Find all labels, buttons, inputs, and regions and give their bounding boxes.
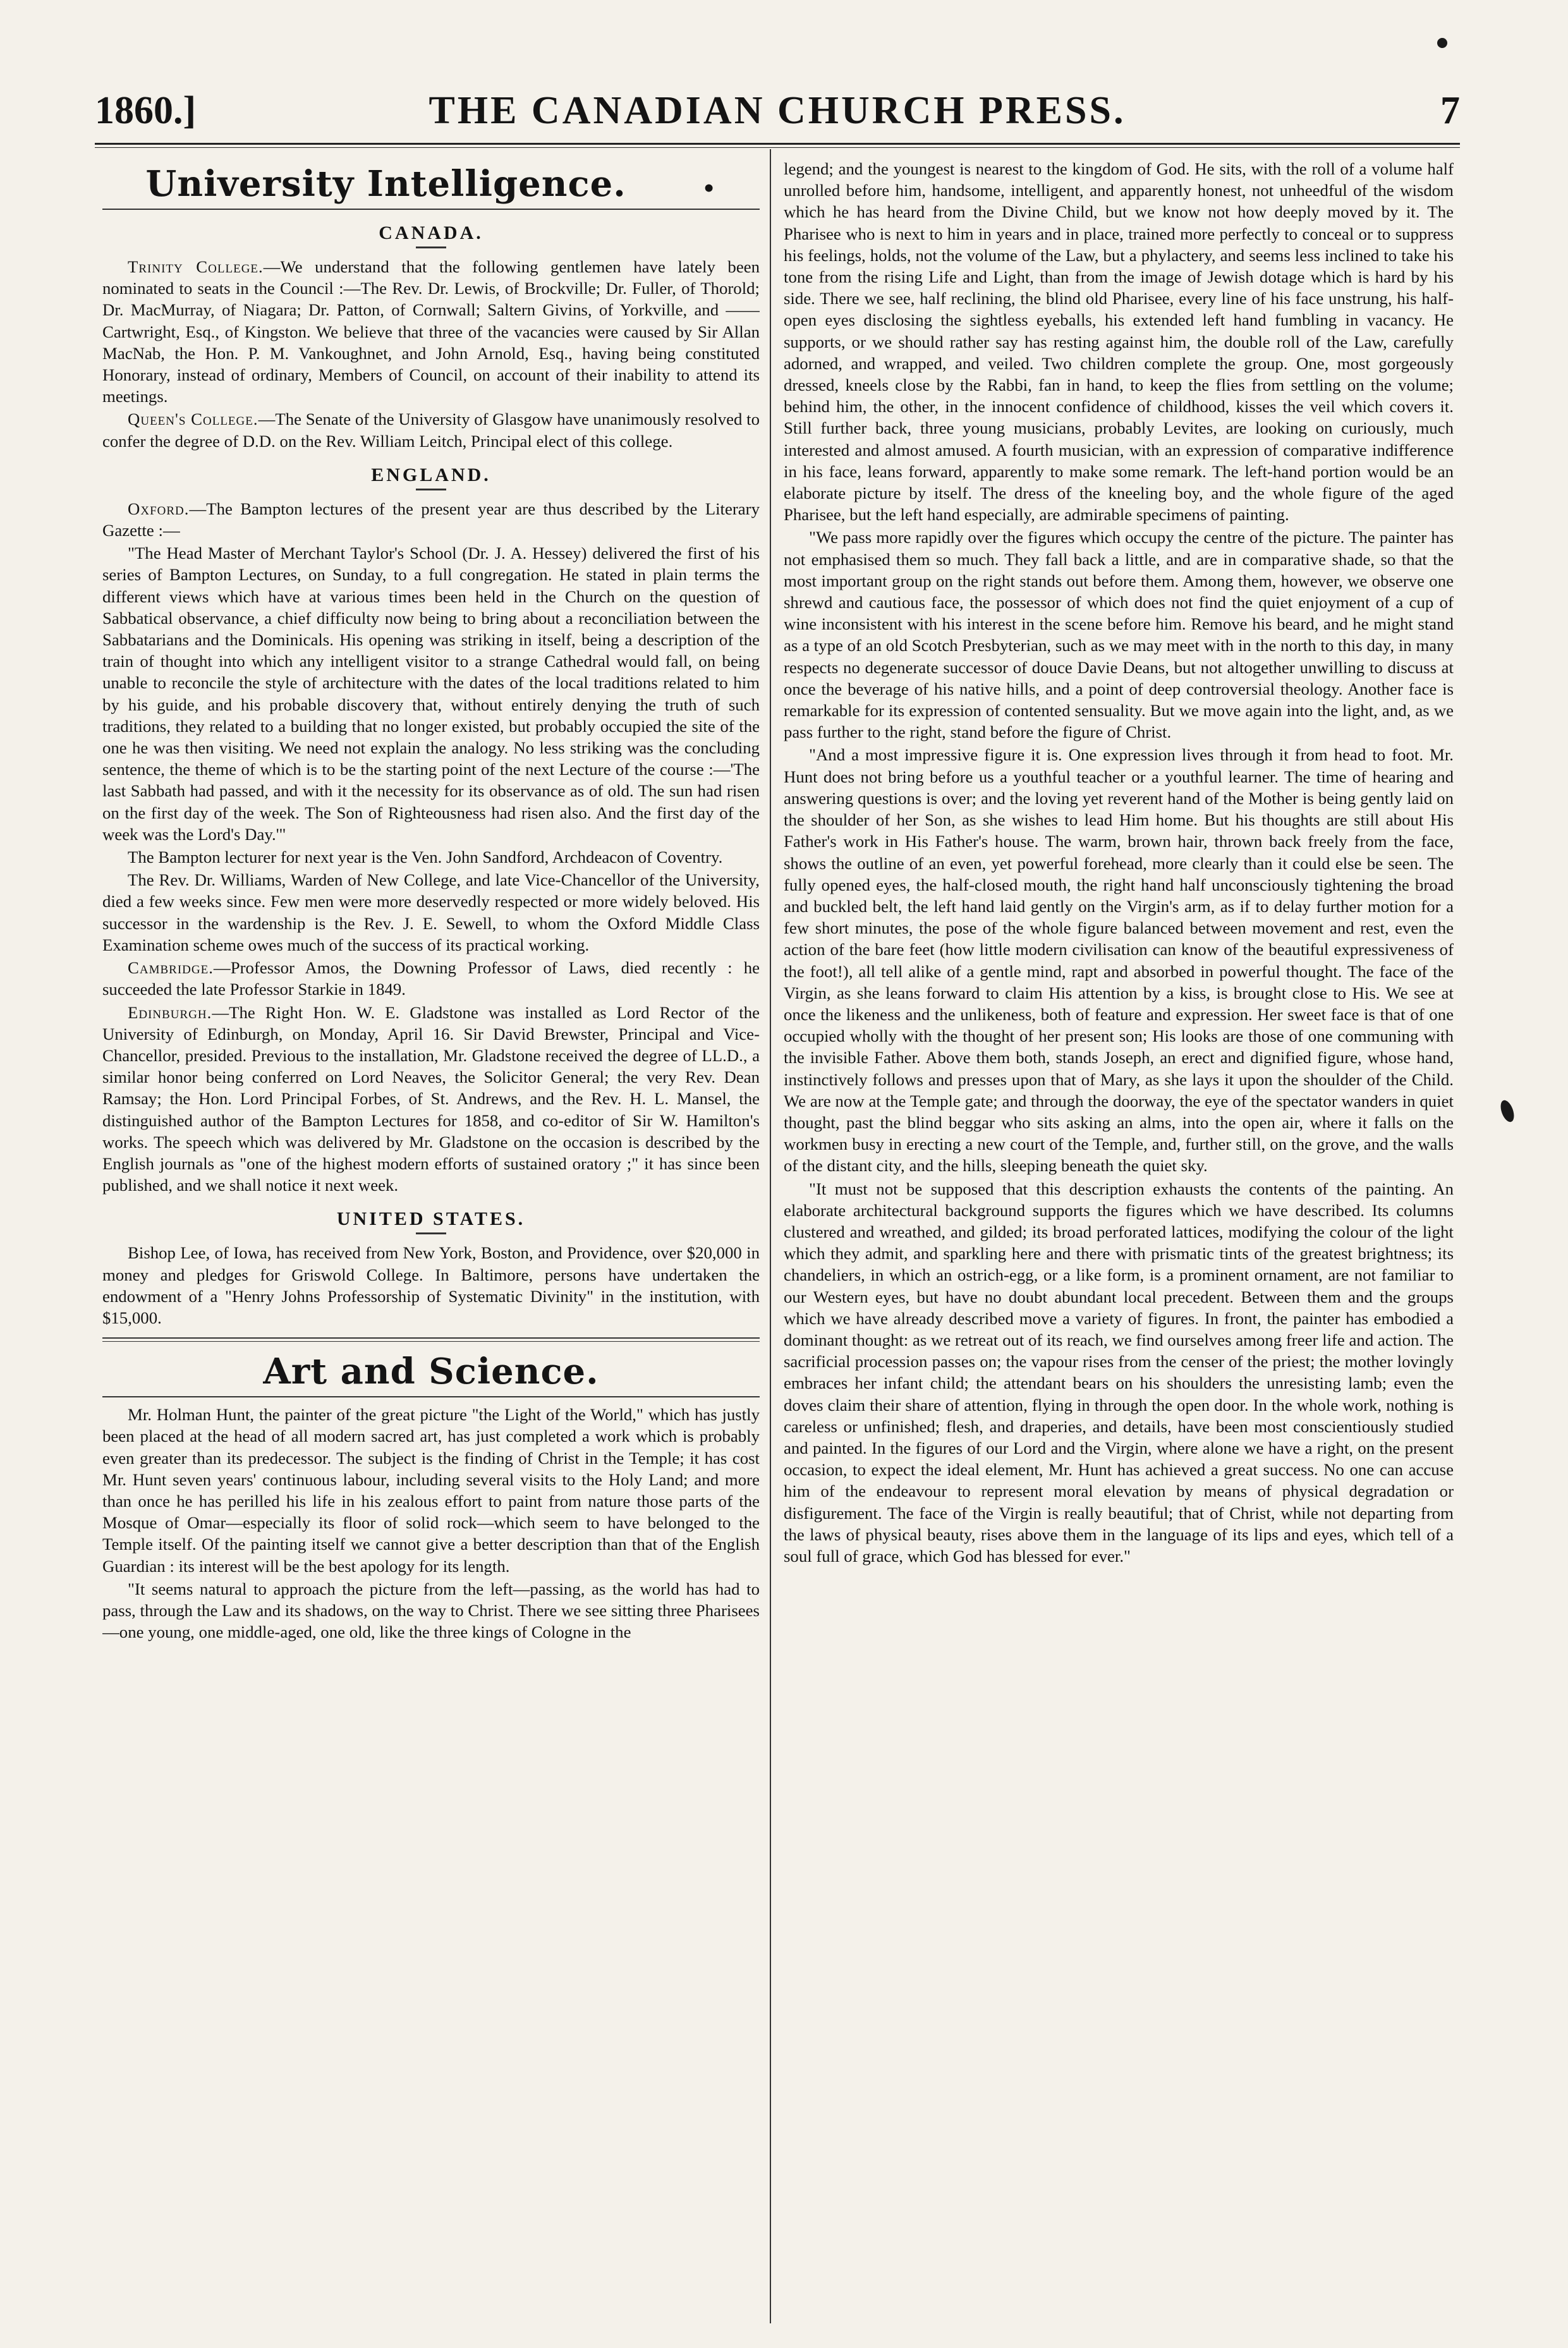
subheading-dash [416, 489, 446, 490]
issue-year: 1860.] [95, 89, 197, 132]
lead-oxford: Oxford. [128, 499, 190, 518]
section-title-university: University Intelligence. • [145, 163, 717, 205]
paragraph-oxford: Oxford.—The Bampton lectures of the present year are thus described by the Literary Gazette :— [102, 499, 760, 540]
lead-edinburgh: Edinburgh. [128, 1002, 212, 1022]
subheading-united-states: UNITED STATES. [336, 1208, 526, 1230]
column-divider [770, 149, 771, 2323]
section-rule [102, 1396, 760, 1397]
paragraph-edinburgh: Edinburgh.—The Right Hon. W. E. Gladstone was installed as Lord Rector of the University of Edinburgh, on Monday, April 16. Sir David Brewster, Principal and Vice-Chancellor, presided. Previous to the installation, Mr. Gladstone received the degree of LL.D., a similar honor being conferred on Lord Neaves, the Solicitor General; the very Rev. Dean Ramsay; the Hon. Lord Principal Forbes, of St. Andrews, and the Rev. H. L. Mansel, the distinguished author of the Bampton Lectures for 1858, and co-editor of Sir W. Hamilton's works. The speech which was delivered by Mr. Gladstone on the occasion is described by the English journals as "one of the highest modern efforts of sustained oratory ;" it has since been published, and we shall notice it next week. [102, 1002, 760, 1195]
header-rule [95, 143, 1460, 145]
right-column [784, 158, 1454, 2320]
paragraph-williams: The Rev. Dr. Williams, Warden of New College, and late Vice-Chancellor of the University, died a few weeks since. Few men were more deservedly respected or more widely beloved. His successor in the wardenship is the Rev. J. E. Sewell, to whom the Oxford Middle Class Examination scheme owes much of the success of its practical working. [102, 870, 760, 954]
left-column [102, 158, 760, 2320]
paragraph-art-intro: Mr. Holman Hunt, the painter of the great picture "the Light of the World," which has justly been placed at the head of all modern sacred art, has just completed a work which is probably even greater than its predecessor. The subject is the finding of Christ in the Temple; it has cost Mr. Hunt seven years' continuous labour, including several visits to the Holy Land; and more than once he has perilled his life in his zealous effort to paint from nature those parts of the Mosque of Omar—especially its floor of solid rock—which seem to have belonged to the Temple itself. Of the painting itself we cannot give a better description than that of the English Guardian : its interest will be the best apology for its length. [102, 1405, 760, 1576]
publication-title: THE CANADIAN CHURCH PRESS. [428, 89, 1126, 132]
section-rule [102, 209, 760, 210]
page-header [95, 88, 1460, 139]
page-number: 7 [1440, 89, 1460, 132]
section-marker: • [702, 176, 717, 202]
paragraph-united-states: Bishop Lee, of Iowa, has received from New York, Boston, and Providence, over $20,000 in money and pledges for Griswold College. In Baltimore, persons have undertaken the endowment of a "Henry Johns Professorship of Systematic Divinity" in the institution, with $15,000. [102, 1243, 760, 1327]
section-rule-double [102, 1337, 760, 1342]
paragraph-bampton-next: The Bampton lecturer for next year is the Ven. John Sandford, Archdeacon of Coventry. [128, 848, 723, 867]
subheading-canada: CANADA. [379, 222, 483, 243]
paragraph-cambridge: Cambridge.—Professor Amos, the Downing Professor of Laws, died recently : he succeeded the late Professor Starkie in 1849. [102, 958, 760, 999]
ink-dot [1437, 38, 1447, 48]
header-rule-thin [95, 147, 1460, 148]
paragraph-art-christ: "And a most impressive figure it is. One expression lives through it from head to foot. Mr. Hunt does not bring before us a youthful teacher or a youthful learner. The time of hearing and answering questions is over; and the loving yet reverent hand of the Mother is being gently laid on the shoulder of her Son, as she wishes to lead Him home. But his thoughts are still about His Father's work in His Father's house. The warm, brown hair, thrown back freely from the face, shows the outline of an even, yet powerful forehead, more clearly than it could else be seen. The fully opened eyes, the half-closed mouth, the right hand half unconsciously tightening the broad and buckled belt, the left hand laid gently on the Virgin's arm, as if to delay further motion for a few short minutes, the pose of the whole figure balanced between movement and rest, even the action of the bare feet (how little modern civilisation can know of the beautiful expressiveness of the foot!), all tell alike of a gentle mind, rapt and absorbed in powerful thought. The face of the Virgin, as she leans forward to claim His attention by a kiss, is brought close to His. We see at once the likeness and the unlikeness, both of feature and expression. Her sweet face is that of one occupied wholly with the thought of her present son; His looks are those of one communing with the invisible Father. Above them both, stands Joseph, an erect and dignified figure, whose hand, instinctively follows and presses upon that of Mary, as she lays it upon the shoulder of the Child. We are now at the Temple gate; and through the doorway, the eye of the spectator wanders in quiet thought, past the blind beggar who sits asking an alms, into the open air, where it falls on the workmen busy in erecting a new court of the Temple, and, further still, on the grove, and the walls of the distant city, and the hills, sleeping beneath the quiet sky. [784, 745, 1454, 1176]
paragraph-art-continued: legend; and the youngest is nearest to the kingdom of God. He sits, with the roll of a volume half unrolled before him, handsome, intelligent, and apparently honest, not unheedful of the wisdom which he has heard from the Divine Child, but we know not how deeply moved by it. The Pharisee who is next to him in years and in place, trained more perfectly to conceal or to suppress his feelings, holds, not the volume of the Law, but a phylactery, and seems less inclined to take his tone from the rising Life and Light, than from the image of Jewish dotage which is hard by his side. There we see, half reclining, the blind old Pharisee, every line of his face unstrung, his half-open eyes disclosing the sightless eyeballs, his extended left hand fumbling in vacancy. He supports, or we should rather say has resting against him, the double roll of the Law, carefully adorned, and wrapped, and veiled. Two children complete the group. One, most gorgeously dressed, kneels close by the Rabbi, fan in hand, to keep the flies from settling on the volume; behind him, the other, in the innocent confidence of childhood, kisses the veil which covers it. Still further back, three young musicians, probably Levites, are looking on curiously, much interested and almost amused. A fourth musician, with an expression of comparative indifference in his face, leans forward, apparently to make some remark. The left-hand portion would be an elaborate picture by itself. The dress of the kneeling boy, and the whole figure of the aged Pharisee, but the left hand especially, are admirable specimens of painting. [784, 159, 1454, 525]
ink-mark [1498, 1098, 1516, 1124]
paragraph-trinity: Trinity College.—We understand that the following gentlemen have lately been nominated to seats in the Council :—The Rev. Dr. Lewis, of Brockville; Dr. Fuller, of Thorold; Dr. MacMurray, of Niagara; Dr. Patton, of Cornwall; Saltern Givins, of Yorkville, and —— Cartwright, Esq., of Kingston. We believe that three of the vacancies were caused by Sir Allan MacNab, the Hon. P. M. Vankoughnet, and John Arnold, Esq., having being constituted Honorary, instead of ordinary, Members of Council, on account of their inability to attend its meetings. [102, 257, 760, 406]
paragraph-art-background: "It must not be supposed that this description exhausts the contents of the painting. An elaborate architectural background supports the figures which we have described. Its columns clustered and wreathed, and gilded; its broad perforated lattices, modifying the colour of the light which they admit, and sparkling here and there with prismatic tints of the greatest brightness; its chandeliers, in which an ostrich-egg, or a like form, is a prominent ornament, are not familiar to our Western eyes, but have no doubt abundant local precedent. Between them and the groups which we have already described move a variety of figures. In front, the painter has embodied a dominant thought: as we retreat out of its reach, we find ourselves among freer life and action. The sacrificial procession passes on; the vapour rises from the censer of the priest; the mother lovingly embraces her infant child; the attendant bears on his shoulders the unresisting lamb; even the doves claim their share of attention, flying in through the open door. In the whole work, nothing is careless or unfinished; flesh, and draperies, and details, have been most conscientiously studied and painted. In the figures of our Lord and the Virgin, where alone we have a right, on the present occasion, to expect the ideal element, Mr. Hunt has achieved a great success. No one can accuse him of the endeavour to represent moral elevation by means of physical degradation or disfigurement. The face of the Virgin is really beautiful; that of Christ, while not departing from the laws of physical beauty, rises above them in the language of its lips and eyes, which tell of a soul full of grace, which God has blessed for ever." [784, 1179, 1454, 1566]
lead-queens: Queen's College. [128, 410, 258, 429]
paragraph-art-centre: "We pass more rapidly over the figures which occupy the centre of the picture. The painter has not emphasised them so much. They fall back a little, and are in comparative shade, so that the most important group on the right stands out before them. Among them, however, we observe one shrewd and cautious face, the possessor of which does not find the quiet enjoyment of a cup of wine inconsistent with his interest in the scene before him. Remove his beard, and he might stand as a type of an old Scotch Presbyterian, such as we may meet with in the north to this day, in many respects no degenerate successor of douce Davie Deans, but not altogether unwilling to discuss at once the beverage of his native hills, and a point of deep controversial theology. Another face is remarkable for its expression of contented sensuality. But we move again into the light, and, as we pass further to the right, stand before the figure of Christ. [784, 528, 1454, 742]
section-title-art: Art and Science. [263, 1351, 599, 1393]
subheading-england: ENGLAND. [371, 464, 491, 485]
lead-cambridge: Cambridge. [128, 958, 214, 978]
subheading-dash [416, 1232, 446, 1234]
paragraph-bampton-quote: "The Head Master of Merchant Taylor's School (Dr. J. A. Hessey) delivered the first of his series of Bampton Lectures, on Sunday, to a full congregation. He stated in plain terms the different views which have at various times been held in the Church on the question of Sabbatical observance, a chief difficulty now being to bring about a reconciliation between the Sabbatarians and the Dominicals. His opening was striking in itself, being a description of the train of thought into which any intelligent visitor to a strange Cathedral would fall, on being unable to reconcile the style of architecture with the dates of the local traditions related to him by his guide, and his probable discovery that, without entirely denying the truth of such traditions, they related to a building that no longer existed, but probably occupied the site of the one he was then visiting. We need not explain the analogy. No less striking was the concluding sentence, the theme of which is to be the starting point of the next Lecture of the course :—'The last Sabbath had passed, and with it the necessity for its observance as of old. The sun had risen on the first day of the week. The Son of Righteousness had risen also. And the first day of the week was the Lord's Day.'" [102, 544, 760, 844]
paragraph-art-left: "It seems natural to approach the picture from the left—passing, as the world has had to pass, through the Law and its shadows, on the way to Christ. There we see sitting three Pharisees—one young, one middle-aged, one old, like the three kings of Cologne in the [102, 1579, 760, 1642]
lead-trinity: Trinity College. [128, 257, 264, 276]
subheading-dash [416, 246, 446, 248]
paragraph-queens: Queen's College.—The Senate of the University of Glasgow have unanimously resolved to confer the degree of D.D. on the Rev. William Leitch, Principal elect of this college. [102, 410, 760, 451]
